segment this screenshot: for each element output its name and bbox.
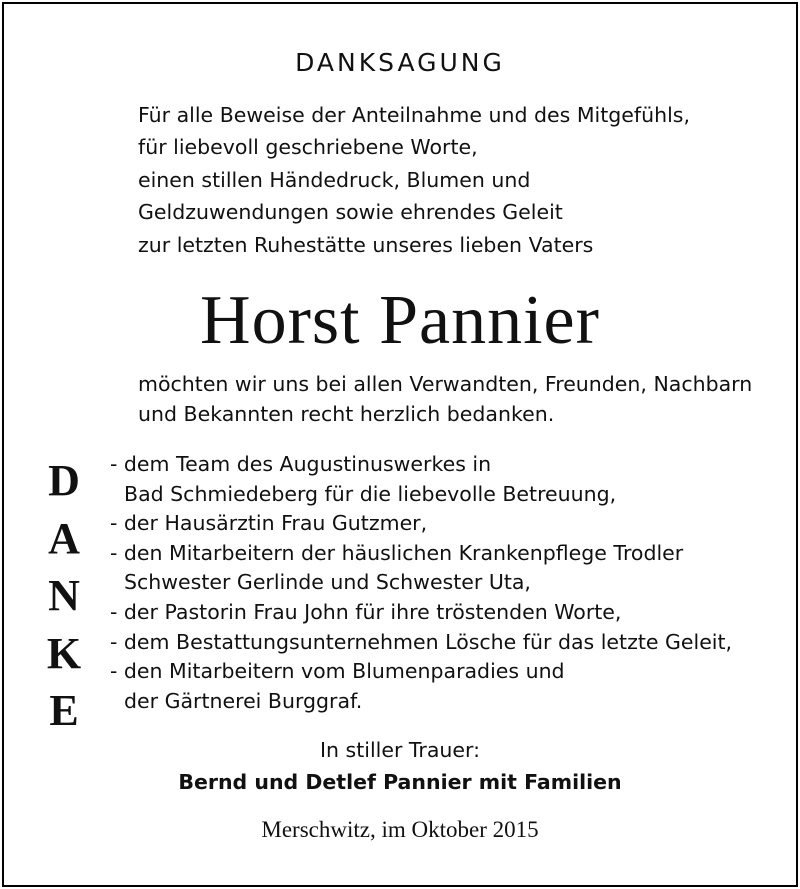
- list-item-continuation: Schwester Gerlinde und Schwester Uta,: [124, 570, 531, 595]
- list-item: - der Hausärztin Frau Gutzmer,: [110, 511, 428, 536]
- intro-text: [138, 99, 738, 261]
- danke-letter: D: [48, 456, 80, 505]
- thanks-line: und Bekannten recht herzlich bedanken.: [138, 402, 555, 426]
- danke-letter: K: [46, 628, 82, 678]
- intro-line: zur letzten Ruhestätte unseres lieben Vaters: [138, 232, 594, 257]
- thanks-text: [138, 369, 788, 429]
- list-item: - dem Team des Augustinuswerkes in: [110, 452, 492, 476]
- mourning-label: In stiller Trauer:: [320, 738, 480, 762]
- danke-letter: E: [49, 686, 79, 736]
- list-item: - den Mitarbeitern der häuslichen Krankenpflege Trodler: [110, 540, 684, 565]
- intro-line: Geldzuwendungen sowie ehrendes Geleit: [138, 200, 563, 225]
- intro-line: für liebevoll geschriebene Worte,: [138, 135, 478, 160]
- intro-line: einen stillen Händedruck, Blumen und: [138, 167, 531, 192]
- heading: DANKSAGUNG: [295, 48, 505, 77]
- list-item-continuation: Bad Schmiedeberg für die liebevolle Betreuung,: [124, 481, 617, 506]
- danke-letter: N: [48, 571, 80, 621]
- closing-block: [0, 734, 800, 798]
- thanks-list: [110, 450, 790, 716]
- list-item: - dem Bestattungsunternehmen Lösche für das letzte Geleit,: [110, 629, 733, 654]
- list-item: - den Mitarbeitern vom Blumenparadies und: [110, 659, 565, 684]
- danke-letter: A: [48, 513, 80, 563]
- family-signature: Bernd und Detlef Pannier mit Familien: [178, 770, 622, 794]
- intro-line: Für alle Beweise der Anteilnahme und des Mitgefühls,: [138, 103, 690, 127]
- thanks-line: möchten wir uns bei allen Verwandten, Freunden, Nachbarn: [138, 372, 753, 396]
- deceased-name: Horst Pannier: [200, 282, 600, 359]
- place-date: Merschwitz, im Oktober 2015: [261, 817, 539, 842]
- list-item-continuation: der Gärtnerei Burggraf.: [124, 688, 363, 713]
- danke-vertical: [44, 452, 84, 740]
- list-item: - der Pastorin Frau John für ihre tröstenden Worte,: [110, 599, 622, 624]
